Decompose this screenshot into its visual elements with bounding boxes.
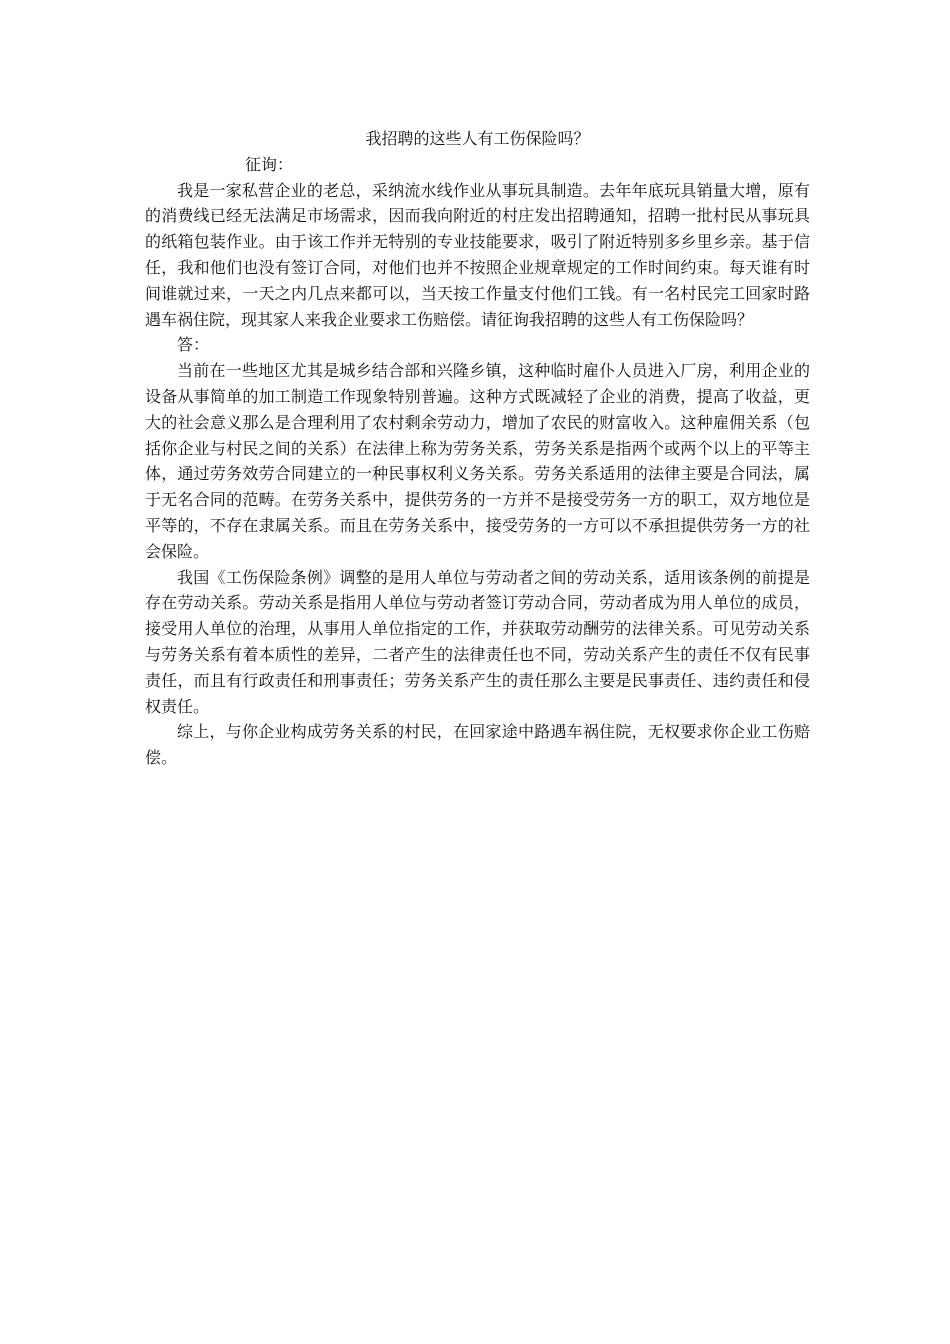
answer-paragraph-2: 我国《工伤保险条例》调整的是用人单位与劳动者之间的劳动关系，适用该条例的前提是存在劳动关系。劳动关系是指用人单位与劳动者签订劳动合同，劳动者成为用人单位的成员，接受用人单位的治理，从事用人单位指定的工作，并获取劳动酬劳的法律关系。可见劳动关系与劳务关系有着本质性的差异，二者产生的法律责任也不同，劳动关系产生的责任不仅有民事责任，而且有行政责任和刑事责任；劳务关系产生的责任那么主要是民事责任、违约责任和侵权责任。 (145, 567, 810, 716)
answer-label: 答： (177, 335, 210, 355)
answer-paragraph-1: 当前在一些地区尤其是城乡结合部和兴隆乡镇，这种临时雇仆人员进入厂房，利用企业的设备从事简单的加工制造工作现象特别普遍。这种方式既减轻了企业的消费，提高了收益，更大的社会意义那么是合理利用了农村剩余劳动力，增加了农民的财富收入。这种雇佣关系（包括你企业与村民之间的关系）在法律上称为劳务关系，劳务关系是指两个或两个以上的平等主体，通过劳务效劳合同建立的一种民事权利义务关系。劳务关系适用的法律主要是合同法，属于无名合同的范畴。在劳务关系中，提供劳务的一方并不是接受劳务一方的职工，双方地位是平等的，不存在隶属关系。而且在劳务关系中，接受劳务的一方可以不承担提供劳务一方的社会保险。 (145, 361, 810, 561)
document-title: 我招聘的这些人有工伤保险吗？ (365, 129, 590, 148)
answer-paragraph-3: 综上，与你企业构成劳务关系的村民，在回家途中路遇车祸住院，无权要求你企业工伤赔偿。 (145, 722, 810, 768)
document-page (145, 126, 810, 771)
question-paragraph: 我是一家私营企业的老总，采纳流水线作业从事玩具制造。去年年底玩具销量大增，原有的消费线已经无法满足市场需求，因而我向附近的村庄发出招聘通知，招聘一批村民从事玩具的纸箱包装作业。由于该工作并无特别的专业技能要求，吸引了附近特别多乡里乡亲。基于信任，我和他们也没有签订合同，对他们也并不按照企业规章规定的工作时间约束。每天谁有时间谁就过来，一天之内几点来都可以，当天按工作量支付他们工钱。有一名村民完工回家时路遇车祸住院，现其家人来我企业要求工伤赔偿。请征询我招聘的这些人有工伤保险吗？ (145, 180, 810, 329)
question-label: 征询： (245, 154, 294, 174)
